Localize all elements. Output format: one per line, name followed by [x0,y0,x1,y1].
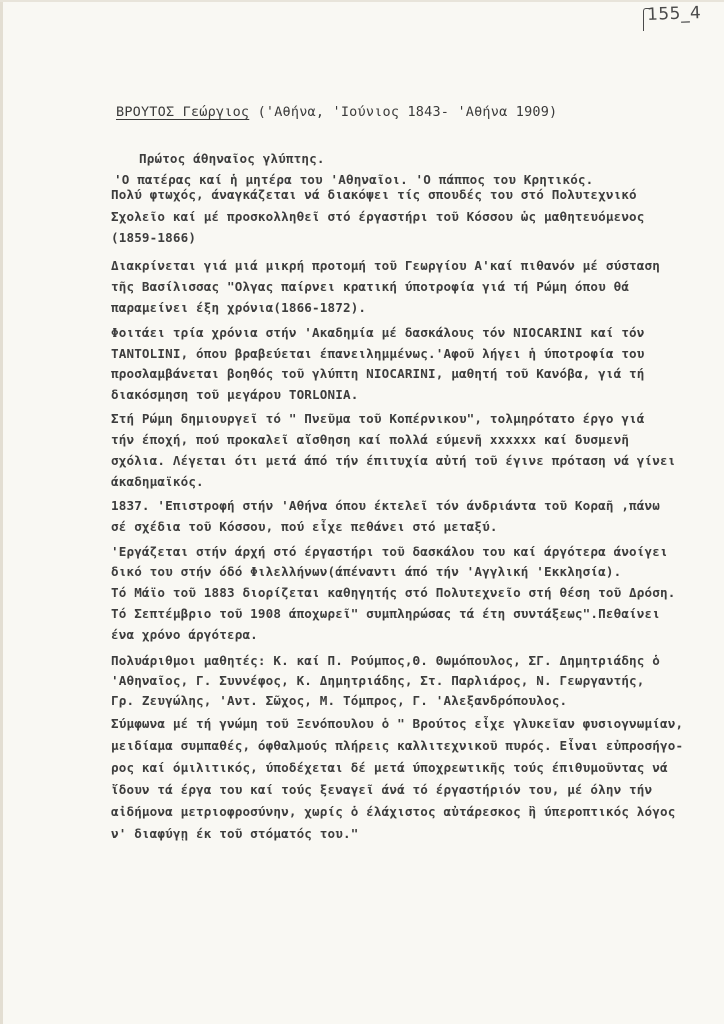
text-line: αἰδήμονα μετριοφροσύνην, χωρίς ὁ έλάχιστος αὐτάρεσκος ἢ ύπεροπτικός λόγος [111,804,676,819]
text-line: τήν έποχή, πού προκαλεῖ αἴσθηση καί πολλά εύμενῆ xxxxxx καί δυσμενῆ [111,432,630,447]
text-line: ένα χρόνο άργότερα. [111,627,258,642]
text-line: TANTOLINI, όπου βραβεύεται έπανειλημμένως.'Αφοῦ λήγει ἡ ύποτροφία του [111,346,645,361]
text-line: ν' διαφύγῃ έκ τοῦ στόματός του." [111,826,359,841]
text-line: ἴδουν τά έργα του καί τούς ξεναγεῖ άνά τό έργαστήριόν του, μέ όλην τήν [111,782,653,797]
text-line: (1859-1866) [111,230,197,245]
title-name: ΒΡΟΥΤΟΣ Γεώργιος [116,104,250,120]
document-title [116,104,557,120]
text-line: Γρ. Ζευγώλης, 'Αντ. Σῶχος, Μ. Τόμπρος, Γ. 'Αλεξανδρόπουλος. [111,693,568,708]
text-line: Στή Ρώμη δημιουργεῖ τό " Πνεῦμα τοῦ Κοπέρνικου", τολμηρότατο έργο γιά [111,411,645,426]
text-line: Πρώτος άθηναῖος γλύπτης. [139,151,325,166]
text-line: σέ σχέδια τοῦ Κόσσου, πού εἶχε πεθάνει στό μεταξύ. [111,519,498,534]
text-line: παραμείνει έξη χρόνια(1866-1872). [111,300,367,315]
text-line: δικό του στήν όδό Φιλελλήνων(άπέναντι άπό τήν 'Αγγλική 'Εκκλησία). [111,564,622,579]
text-line: Τό Σεπτέμβριο τοῦ 1908 άποχωρεῖ" συμπληρώσας τά έτη συντάξεως".Πεθαίνει [111,606,660,621]
text-line: μειδίαμα συμπαθές, όφθαλμούς πλήρεις καλλιτεχνικοῦ πυρός. Εἶναι εὐπροσήγο- [111,738,684,753]
archive-reference-number: 155_4 [646,3,702,25]
text-line: ρος καί όμιλιτικός, ύποδέχεται δέ μετά ύποχρεωτικῆς τούς έπιθυμοῦντας νά [111,760,668,775]
text-line: Διακρίνεται γιά μιά μικρή προτομή τοῦ Γεωργίου Α'καί πιθανόν μέ σύσταση [111,258,660,273]
text-line: 'Εργάζεται στήν άρχή στό έργαστήρι τοῦ δασκάλου του καί άργότερα άνοίγει [111,544,668,559]
text-line: 1837. 'Επιστροφή στήν 'Αθήνα όπου έκτελεῖ τόν άνδριάντα τοῦ Κοραῆ ,πάνω [111,498,660,513]
paper-edge-left [0,0,3,1024]
text-line: 'Αθηναῖος, Γ. Συννέφος, Κ. Δημητριάδης, Στ. Παρλιάρος, Ν. Γεωργαντής, [111,673,645,688]
text-line: Τό Μάϊο τοῦ 1883 διορίζεται καθηγητής στό Πολυτεχνεῖο στή θέση τοῦ Δρόση. [111,585,676,600]
text-line: Πολυάριθμοι μαθητές: Κ. καί Π. Ρούμπος,Θ. Θωμόπουλος, ΣΓ. Δημητριάδης ὁ [111,653,660,668]
title-details: ('Αθήνα, 'Ιούνιος 1843- 'Αθήνα 1909) [257,104,558,120]
text-line: άκαδημαϊκός. [111,474,204,489]
text-line: τῆς Βασίλισσας "Ολγας παίρνει κρατική ύποτροφία γιά τή Ρώμη όπου θά [111,279,630,294]
text-line: διακόσμηση τοῦ μεγάρου TORLONIA. [111,387,359,402]
text-line: 'Ο πατέρας καί ἡ μητέρα του 'Αθηναῖοι. 'Ο πάππος του Κρητικός. [114,172,594,187]
text-line: Φοιτάει τρία χρόνια στήν 'Ακαδημία μέ δασκάλους τόν NIOCARINI καί τόν [111,325,645,340]
text-line: Πολύ φτωχός, άναγκάζεται νά διακόψει τίς σπουδές του στό Πολυτεχνικό [111,187,637,202]
paper-edge-top [0,0,724,2]
text-line: Σύμφωνα μέ τή γνώμη τοῦ Ξενόπουλου ὁ " Βρούτος εἶχε γλυκεῖαν φυσιογνωμίαν, [111,716,684,731]
text-line: προσλαμβάνεται βοηθός τοῦ γλύπτη NIOCARINI, μαθητή τοῦ Κανόβα, γιά τή [111,366,645,381]
text-line: σχόλια. Λέγεται ότι μετά άπό τήν έπιτυχία αὐτή τοῦ έγινε πρόταση νά γίνει [111,453,676,468]
text-line: Σχολεῖο καί μέ προσκολληθεῖ στό έργαστήρι τοῦ Κόσσου ὡς μαθητευόμενος [111,209,645,224]
